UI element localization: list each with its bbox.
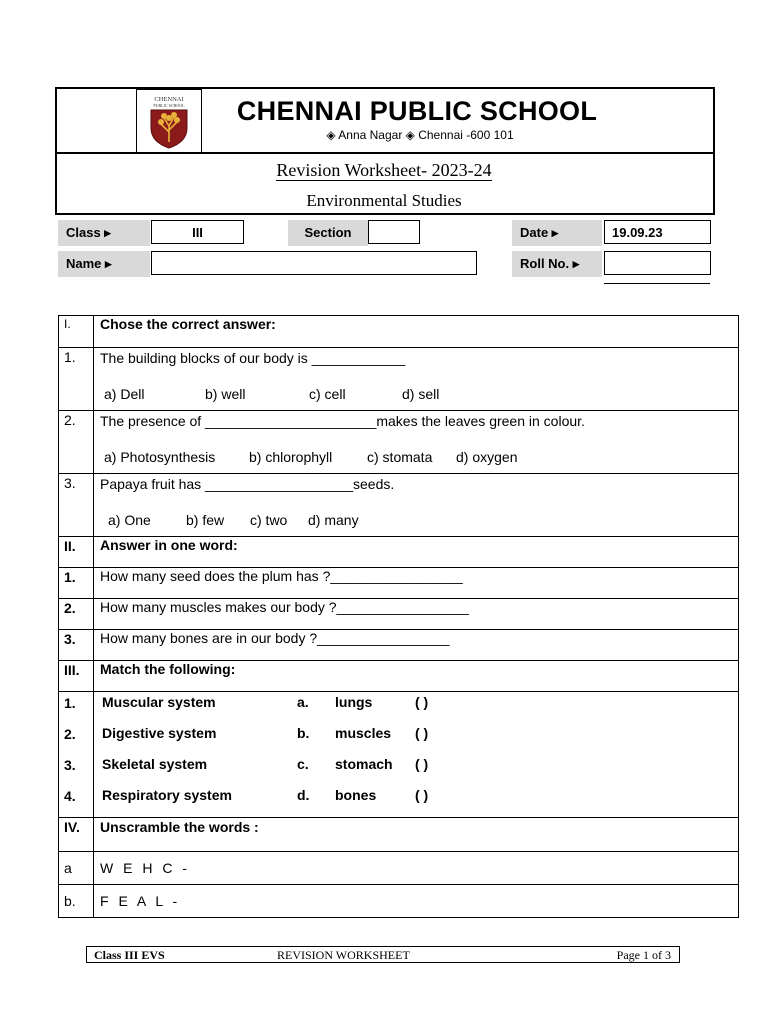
section-field[interactable] [368,220,420,244]
match-right: muscles [335,725,392,741]
match-letter: d. [297,787,310,803]
table-row [59,568,739,599]
section-title: Unscramble the words : [94,818,739,852]
name-field[interactable] [151,251,477,275]
match-left: Muscular system [102,694,216,710]
footer-class: Class III EVS [94,948,165,962]
table-row [59,885,739,918]
match-row [102,754,738,785]
class-label: Class ▸ [58,220,150,246]
section-label: Section [288,220,368,246]
page-footer [86,946,680,963]
match-number: 3. [64,757,76,773]
word-number: a [59,852,94,885]
options-line [100,505,738,536]
class-field[interactable]: III [151,220,244,244]
match-right: stomach [335,756,393,772]
option-d: d) oxygen [456,449,518,465]
school-address: ◈ Anna Nagar ◈ Chennai -600 101 [326,128,514,142]
question-text: How many muscles makes our body ?_________________ [94,599,739,630]
match-number: 1. [64,695,76,711]
subject-title: Environmental Studies [306,191,462,210]
section-number: I. [59,316,94,348]
question-text: Papaya fruit has ___________________seeds. [100,476,395,492]
section-title: Match the following: [94,661,739,692]
roll-underline [604,283,710,284]
match-left: Digestive system [102,725,217,741]
question-text: The building blocks of our body is ____________ [100,350,406,366]
question-number: 3. [59,474,94,537]
option-c: c) two [250,512,288,528]
footer-title: REVISION WORKSHEET [277,948,410,962]
match-number: 4. [64,788,76,804]
scrambled-word: F E A L - [94,885,739,918]
table-row [59,474,739,537]
footer-page-number: Page 1 of 3 [616,948,671,962]
word-number: b. [59,885,94,918]
scrambled-word: W E H C - [94,852,739,885]
option-c: c) stomata [367,449,433,465]
option-a: a) One [108,512,151,528]
match-letter: a. [297,694,309,710]
section-number: IV. [59,818,94,852]
date-label: Date ▸ [512,220,602,246]
table-row [59,411,739,474]
section-header-row [59,818,739,852]
question-text: How many bones are in our body ?_________________ [94,630,739,661]
option-b: b) few [186,512,225,528]
name-label: Name ▸ [58,251,150,277]
question-number: 1. [59,568,94,599]
option-a: a) Dell [104,386,145,402]
school-name: CHENNAI PUBLIC SCHOOL [236,96,598,126]
options-line [100,442,738,473]
section-header-row [59,537,739,568]
roll-field[interactable] [604,251,711,275]
match-blank[interactable]: ( ) [415,756,429,772]
match-number: 2. [64,726,76,742]
section-number: II. [59,537,94,568]
questions-table [58,315,739,918]
table-row [59,348,739,411]
section-header-row [59,661,739,692]
table-row [59,692,739,818]
question-cell [94,348,739,411]
option-c: c) cell [309,386,346,402]
option-b: b) chlorophyll [249,449,333,465]
match-numbers [59,692,94,818]
question-cell [94,474,739,537]
match-blank[interactable]: ( ) [415,787,429,803]
table-row [59,852,739,885]
school-crest-icon [137,90,201,152]
section-title: Answer in one word: [94,537,739,568]
option-b: b) well [205,386,246,402]
logo-text-sub: PUBLIC SCHOOL [153,103,185,108]
option-d: d) sell [402,386,440,402]
date-field[interactable]: 19.09.23 [604,220,711,244]
match-right: bones [335,787,377,803]
question-text: The presence of ______________________makes the leaves green in colour. [100,413,585,429]
logo-text-top: CHENNAI [154,96,184,103]
match-row [102,692,738,723]
section-number: III. [59,661,94,692]
table-row [59,630,739,661]
match-row [102,785,738,816]
table-row [59,599,739,630]
worksheet-title-text: Revision Worksheet- 2023-24 [276,160,492,180]
section-title: Chose the correct answer: [94,316,739,348]
school-logo [136,89,202,153]
match-letter: b. [297,725,310,741]
match-letter: c. [297,756,309,772]
question-number: 1. [59,348,94,411]
match-left: Respiratory system [102,787,232,803]
options-line [100,379,738,410]
question-number: 2. [59,411,94,474]
roll-label: Roll No. ▸ [512,251,602,277]
match-row [102,723,738,754]
option-a: a) Photosynthesis [104,449,216,465]
match-left: Skeletal system [102,756,208,772]
question-number: 3. [59,630,94,661]
match-cell [94,692,739,818]
match-right: lungs [335,694,373,710]
question-text: How many seed does the plum has ?_________________ [94,568,739,599]
section-header-row [59,316,739,348]
option-d: d) many [308,512,359,528]
match-blank[interactable]: ( ) [415,694,429,710]
question-number: 2. [59,599,94,630]
question-cell [94,411,739,474]
worksheet-title [200,160,568,181]
match-blank[interactable]: ( ) [415,725,429,741]
